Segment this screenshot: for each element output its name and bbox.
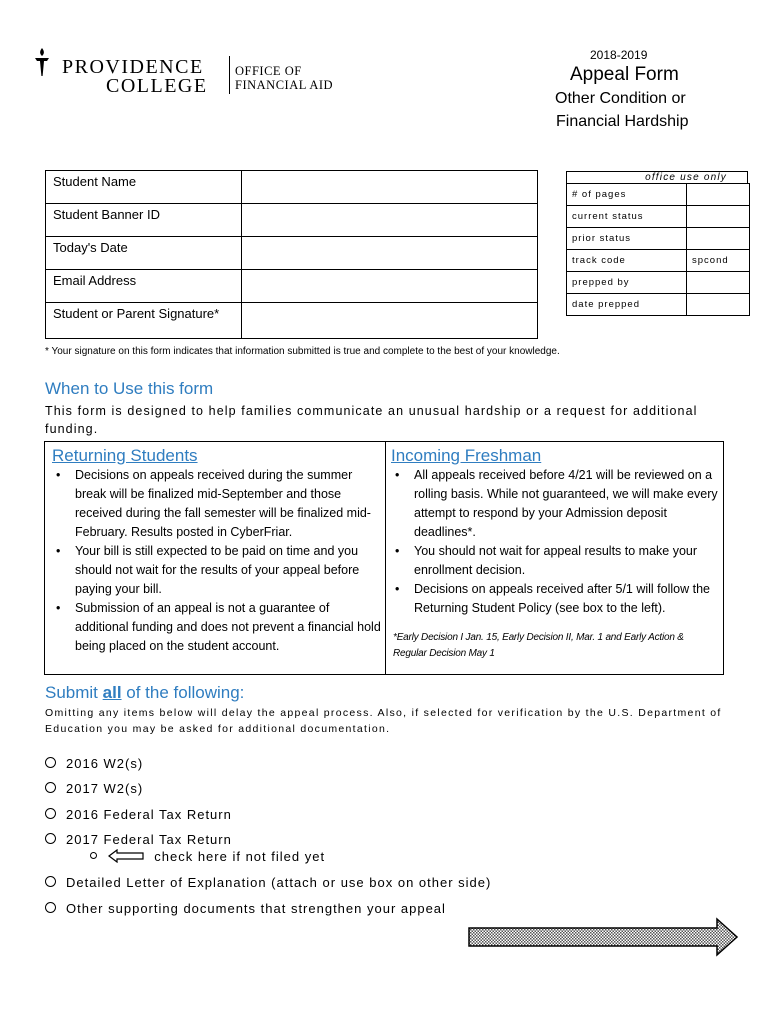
office-key: prior status: [567, 228, 687, 250]
signature-label: Student or Parent Signature*: [46, 303, 242, 339]
checkbox-circle[interactable]: [45, 833, 56, 844]
checklist-item-tax-2017[interactable]: [45, 832, 232, 847]
email-row: [46, 270, 538, 303]
signature-note: * Your signature on this form indicates that information submitted is true and complete to the best of your knowledge.: [45, 346, 560, 357]
banner-id-row: [46, 204, 538, 237]
when-description: This form is designed to help families communicate an unusual hardship or a request for additional funding.: [45, 404, 698, 436]
office-value: [687, 272, 750, 294]
checkbox-circle[interactable]: [45, 782, 56, 793]
form-subtitle-line1: Other Condition or: [555, 90, 686, 107]
sub-checkbox[interactable]: [90, 852, 97, 859]
checklist-label: 2016 W2(s): [66, 756, 144, 771]
logo-providence: PROVIDENCE: [62, 56, 204, 78]
returning-heading: Returning Students: [52, 446, 198, 465]
checklist-label: Other supporting documents that strengthen your appeal: [66, 901, 446, 916]
todays-date-label: Today's Date: [46, 237, 242, 270]
column-divider: [385, 442, 386, 674]
office-row: [567, 206, 750, 228]
office-use-table: [566, 183, 750, 316]
banner-id-field[interactable]: [242, 204, 538, 237]
incoming-list: [390, 466, 720, 618]
early-decision-note: *Early Decision I Jan. 15, Early Decision II, Mar. 1 and Early Action & Regular Decision May 1: [393, 632, 684, 659]
office-key: # of pages: [567, 184, 687, 206]
office-key: date prepped: [567, 294, 687, 316]
checkbox-circle[interactable]: [45, 876, 56, 887]
email-field[interactable]: [242, 270, 538, 303]
todays-date-field[interactable]: [242, 237, 538, 270]
checklist-item-tax-2016[interactable]: [45, 807, 232, 822]
checkbox-circle[interactable]: [45, 808, 56, 819]
checkbox-circle[interactable]: [45, 757, 56, 768]
office-value: [687, 228, 750, 250]
form-title: Appeal Form: [570, 64, 679, 85]
returning-list: [51, 466, 381, 656]
office-use-title: office use only: [566, 171, 748, 183]
torch-icon: [34, 48, 50, 76]
left-arrow-icon: [108, 849, 144, 863]
banner-id-label: Student Banner ID: [46, 204, 242, 237]
incoming-heading: Incoming Freshman: [391, 446, 542, 465]
list-item: • Decisions on appeals received during the summer break will be finalized mid-September and those received during the fall semester will be finalized mid-February. Results posted in CyberFriar.: [51, 466, 381, 542]
submit-description: Omitting any items below will delay the appeal process. Also, if selected for verification by the U.S. Department of Education you may be asked for additional documentation.: [45, 707, 722, 735]
student-name-field[interactable]: [242, 171, 538, 204]
office-row: [567, 184, 750, 206]
student-name-row: [46, 171, 538, 204]
not-filed-label: check here if not filed yet: [154, 849, 326, 864]
office-value: [687, 184, 750, 206]
list-item: • All appeals received before 4/21 will be reviewed on a rolling basis. While not guaranteed, we will make every attempt to respond by your Admission deposit deadlines*.: [390, 466, 720, 542]
form-year: 2018-2019: [590, 48, 648, 62]
office-value: [687, 206, 750, 228]
checklist-item-w2-2017[interactable]: [45, 781, 143, 796]
office-key: prepped by: [567, 272, 687, 294]
student-info-table: [45, 170, 538, 339]
checklist-item-w2-2016[interactable]: [45, 756, 143, 771]
office-key: track code: [567, 250, 687, 272]
not-filed-subitem[interactable]: [90, 849, 325, 864]
office-use-box: [566, 171, 748, 316]
logo-divider: [229, 56, 230, 94]
todays-date-row: [46, 237, 538, 270]
checkbox-circle[interactable]: [45, 902, 56, 913]
office-row: [567, 228, 750, 250]
list-item: • You should not wait for appeal results to make your enrollment decision.: [390, 542, 720, 580]
logo-office-of: OFFICE OF: [235, 64, 302, 78]
checklist-label: 2017 W2(s): [66, 781, 144, 796]
office-key: current status: [567, 206, 687, 228]
signature-field[interactable]: [242, 303, 538, 339]
college-logo: [34, 44, 354, 100]
email-label: Email Address: [46, 270, 242, 303]
checklist-label: 2017 Federal Tax Return: [66, 832, 232, 847]
next-page-arrow-icon: [467, 917, 739, 957]
submit-heading-before: Submit: [45, 683, 103, 702]
signature-row: [46, 303, 538, 339]
student-name-label: Student Name: [46, 171, 242, 204]
form-subtitle-line2: Financial Hardship: [556, 113, 689, 130]
list-item: • Decisions on appeals received after 5/1 will follow the Returning Student Policy (see box to the left).: [390, 580, 720, 618]
logo-college: COLLEGE: [106, 75, 208, 97]
submit-heading-emphasis: all: [102, 683, 122, 702]
logo-financial-aid: FINANCIAL AID: [235, 78, 334, 92]
submit-heading-after: of the following:: [121, 683, 245, 702]
office-row: [567, 294, 750, 316]
office-row: [567, 272, 750, 294]
office-value: [687, 294, 750, 316]
policy-columns-box: [44, 441, 724, 675]
checklist-item-letter[interactable]: [45, 875, 491, 890]
list-item: • Submission of an appeal is not a guarantee of additional funding and does not prevent a financial hold being placed on the student account.: [51, 599, 381, 656]
office-value: spcond: [687, 250, 750, 272]
office-row: [567, 250, 750, 272]
checklist-label: 2016 Federal Tax Return: [66, 807, 232, 822]
list-item: • Your bill is still expected to be paid on time and you should not wait for the results of your appeal before paying your bill.: [51, 542, 381, 599]
checklist-item-other-docs[interactable]: [45, 901, 446, 916]
submit-heading: [45, 683, 244, 703]
when-heading: When to Use this form: [45, 379, 214, 398]
checklist-label: Detailed Letter of Explanation (attach or use box on other side): [66, 875, 492, 890]
